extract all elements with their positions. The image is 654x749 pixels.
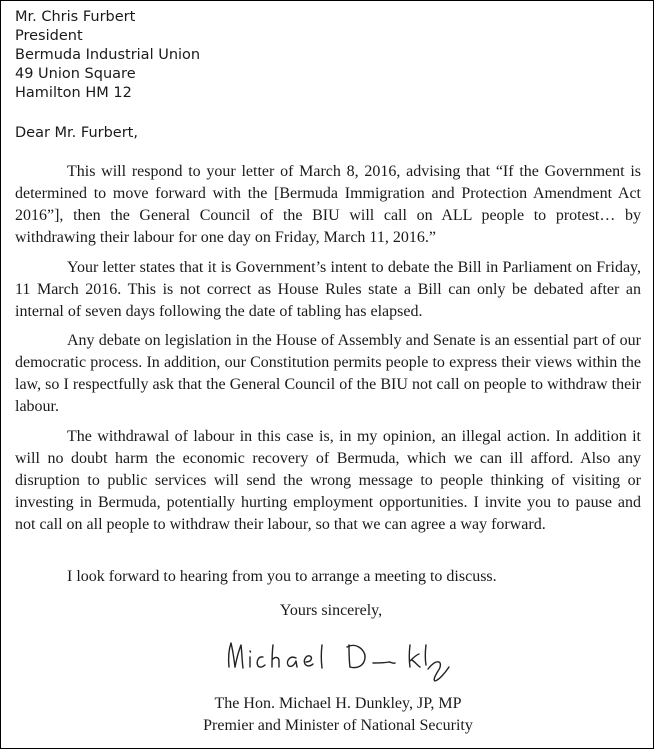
body-paragraph: Any debate on legislation in the House of Assembly and Senate is an essential part of our democratic process. In addition, our Constitution permits people to express their views within the law, so I respectfully ask that the General Council of the BIU not call on people to withdraw their labour. (15, 332, 641, 415)
body-paragraph: The withdrawal of labour in this case is, in my opinion, an illegal action. In addition it will no doubt harm the economic recovery of Bermuda, which we can ill afford. Also any disruption to public services will send the wrong message to people thinking of visiting or investing in Bermuda, potentially hurting employment opportunities. I invite you to pause and not call on all people to withdraw their labour, so that we can agree a way forward. (15, 428, 641, 533)
salutation: Dear Mr. Furbert, (15, 125, 138, 141)
closing: Yours sincerely, (279, 602, 383, 619)
signatory-title: Premier and Minister of National Security (203, 717, 473, 734)
recipient-name: Mr. Chris Furbert (15, 9, 136, 25)
body-paragraph: I look forward to hearing from you to arrange a meeting to discuss. (67, 568, 497, 585)
recipient-organization: Bermuda Industrial Union (15, 47, 201, 63)
signatory-name: The Hon. Michael H. Dunkley, JP, MP (214, 695, 462, 712)
recipient-title: President (15, 28, 83, 44)
body-paragraph: Your letter states that it is Government’s intent to debate the Bill in Parliament on Friday, 11 March 2016. This is not correct as House Rules state a Bill can only be debated after an internal of seven days following the date of tabling has elapsed. (15, 259, 641, 320)
handwritten-signature (223, 631, 503, 687)
recipient-city: Hamilton HM 12 (15, 85, 132, 101)
body-paragraph: This will respond to your letter of March 8, 2016, advising that “If the Government is determined to move forward with the [Bermuda Immigration and Protection Amendment Act 2016”], then the General Council of the BIU will call on ALL people to protest… by withdrawing their labour for one day on Friday, March 11, 2016.” (15, 163, 641, 246)
recipient-street: 49 Union Square (15, 66, 136, 82)
recipient-address-block (15, 8, 200, 103)
